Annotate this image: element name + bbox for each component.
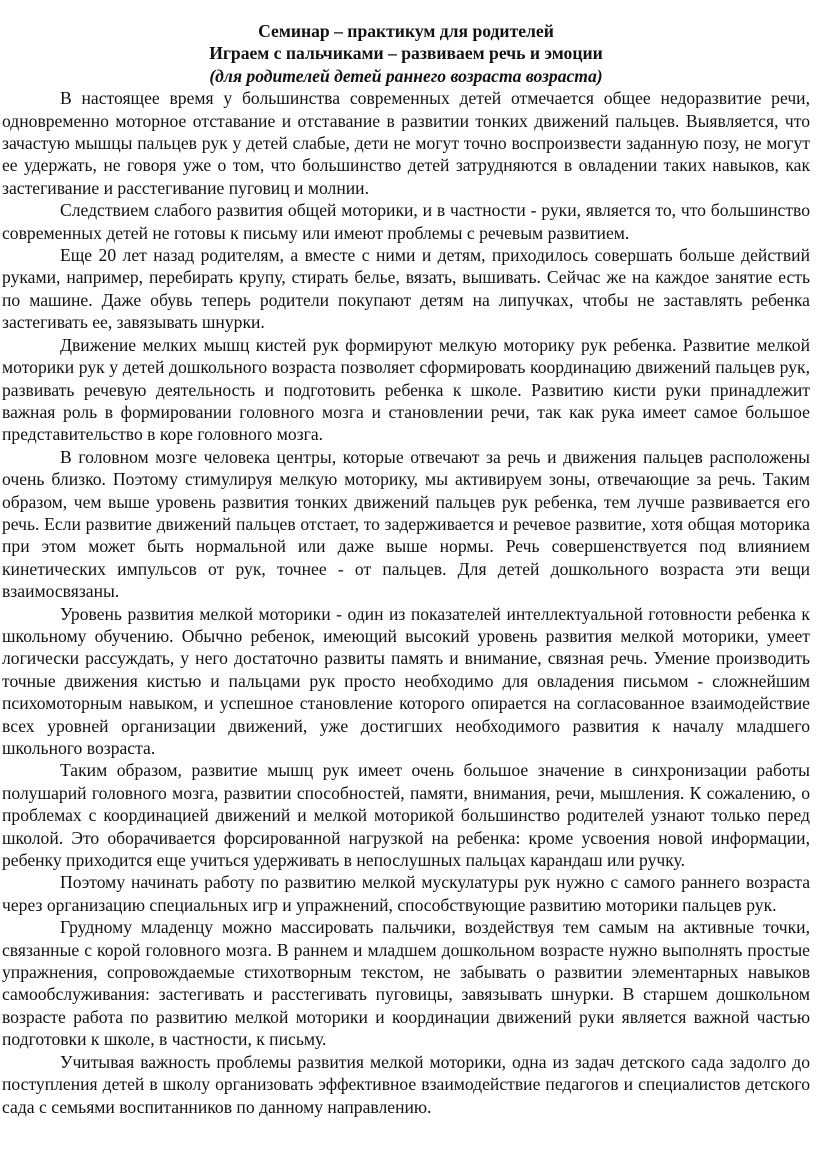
- paragraph: Уровень развития мелкой моторики - один из показателей интеллектуальной готовности ребенка к школьному обучению. Обычно ребенок, имеющий высокий уровень развития мелкой моторики, умеет логически рассуждать, у него достаточно развиты память и внимание, связная речь. Умение производить точные движения кистью и пальцами рук просто необходимо для овладения письмом - сложнейшим психомоторным навыком, и успешное становление которого опирается на согласованное взаимодействие всех уровней организации движений, уже достигших необходимого развития к началу младшего школьного возраста.: [2, 603, 810, 758]
- paragraph: Поэтому начинать работу по развитию мелкой мускулатуры рук нужно с самого раннего возраста через организацию специальных игр и упражнений, способствующие развитию моторики пальцев рук.: [2, 872, 810, 915]
- document-title: Семинар – практикум для родителей: [258, 21, 554, 41]
- document-audience: (для родителей детей раннего возраста возраста): [209, 65, 603, 86]
- document-theme: Играем с пальчиками – развиваем речь и эмоции: [209, 43, 603, 64]
- paragraph: Грудному младенцу можно массировать пальчики, воздействуя тем самым на активные точки, связанные с корой головного мозга. В раннем и младшем дошкольном возрасте нужно выполнять простые упражнения, сопровождаемые стихотворным текстом, не забывать о развитии элементарных навыков самообслуживания: застегивать и расстегивать пуговицы, завязывать шнурки. В старшем дошкольном возрасте работа по развитию мелкой моторики и координации движений руки является важной частью подготовки к школе, в частности, к письму.: [2, 917, 810, 1050]
- paragraph: Движение мелких мышц кистей рук формируют мелкую моторику рук ребенка. Развитие мелкой моторики рук у детей дошкольного возраста позволяет сформировать координацию движений пальцев рук, развивать речевую деятельность и подготовить ребенка к школе. Развитию кисти руки принадлежит важная роль в формировании головного мозга и становлении речи, так как рука имеет самое большое представительство в коре головного мозга.: [2, 334, 810, 445]
- paragraph: В головном мозге человека центры, которые отвечают за речь и движения пальцев расположены очень близко. Поэтому стимулируя мелкую моторику, мы активируем зоны, отвечающие за речь. Таким образом, чем выше уровень развития тонких движений пальцев рук ребенка, тем лучше развивается его речь. Если развитие движений пальцев отстает, то задерживается и речевое развитие, хотя общая моторика при этом может быть нормальной или даже выше нормы. Речь совершенствуется под влиянием кинетических импульсов от рук, точнее - от пальцев. Для детей дошкольного возраста эти вещи взаимосвязаны.: [2, 446, 810, 602]
- document-body: [2, 87, 810, 1118]
- paragraph: Таким образом, развитие мышц рук имеет очень большое значение в синхронизации работы полушарий головного мозга, развитии способностей, памяти, внимания, речи, мышления. К сожалению, о проблемах с координацией движений и мелкой моторикой большинство родителей узнают только перед школой. Это оборачивается форсированной нагрузкой на ребенка: кроме усвоения новой информации, ребенку приходится еще учиться удерживать в непослушных пальцах карандаш или ручку.: [2, 760, 810, 871]
- paragraph: Еще 20 лет назад родителям, а вместе с ними и детям, приходилось совершать больше действий руками, например, перебирать крупу, стирать белье, вязать, вышивать. Сейчас же на каждое занятие есть по машине. Даже обувь теперь родители покупают детям на липучках, чтобы не заставлять ребенка застегивать ее, завязывать шнурки.: [2, 245, 810, 333]
- paragraph: Следствием слабого развития общей моторики, и в частности - руки, является то, что большинство современных детей не готовы к письму или имеют проблемы с речевым развитием.: [2, 200, 810, 243]
- paragraph: Учитывая важность проблемы развития мелкой моторики, одна из задач детского сада задолго до поступления детей в школу организовать эффективное взаимодействие педагогов и специалистов детского сада с семьями воспитанников по данному направлению.: [2, 1051, 810, 1117]
- paragraph: В настоящее время у большинства современных детей отмечается общее недоразвитие речи, одновременно моторное отставание и отставание в развитии тонких движений пальцев. Выявляется, что зачастую мышцы пальцев рук у детей слабые, дети не могут точно воспроизвести заданную позу, не могут ее удержать, не говоря уже о том, что большинство детей затрудняются в овладении таких навыков, как застегивание и расстегивание пуговиц и молнии.: [2, 88, 810, 198]
